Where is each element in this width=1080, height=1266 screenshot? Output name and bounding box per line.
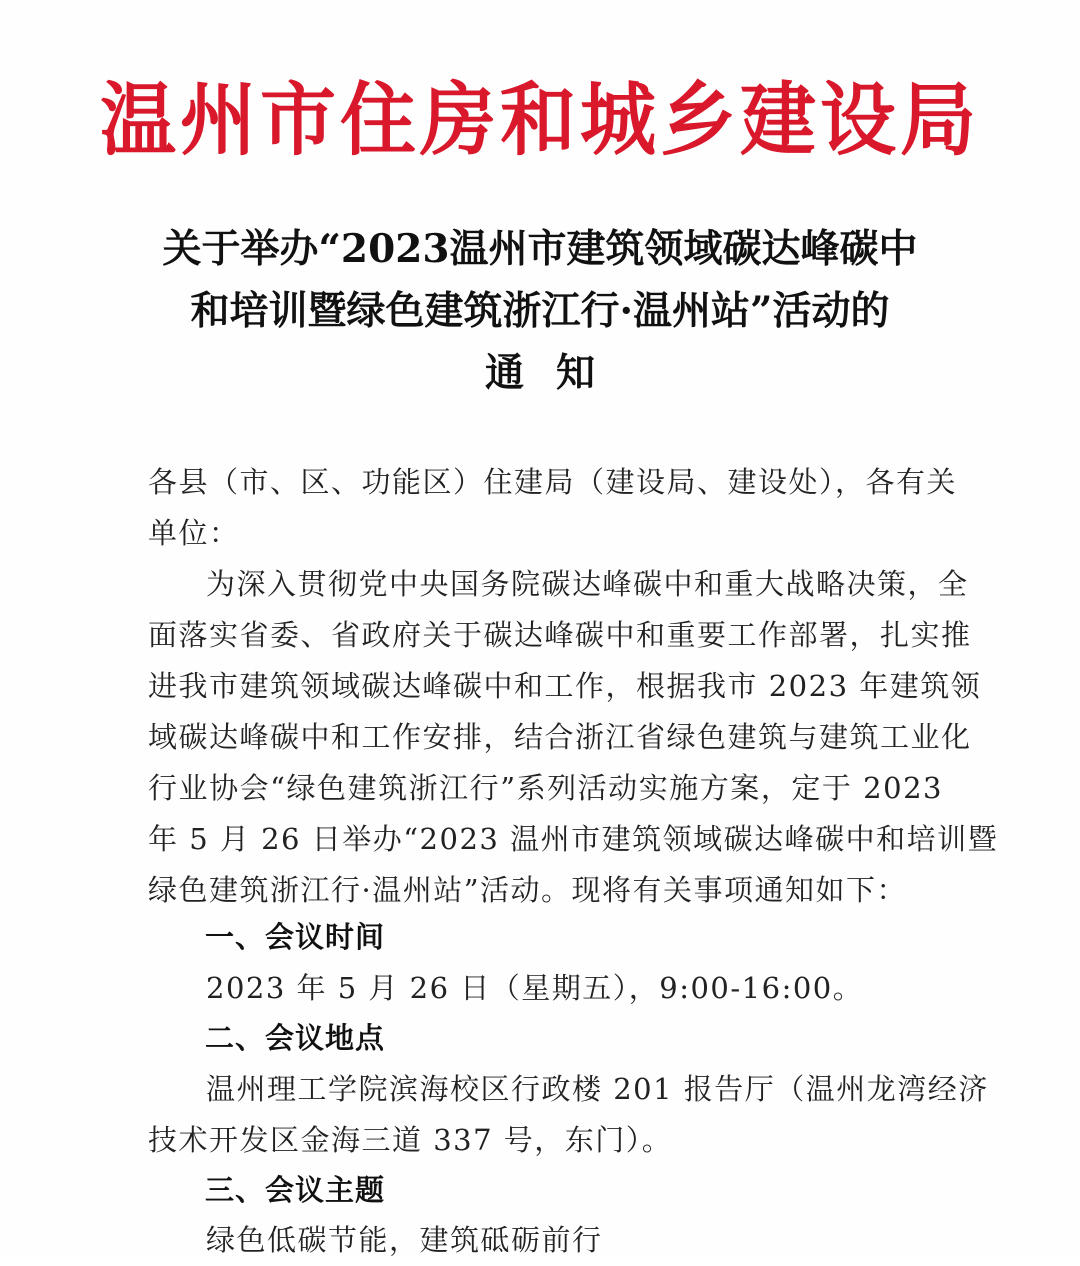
place-text-line-2: 技术开发区金海三道 337 号，东门）。 <box>148 1123 673 1157</box>
intro-paragraph <box>148 559 999 916</box>
section-heading-place: 二、会议地点 <box>205 1021 386 1055</box>
notice-title <box>90 218 990 404</box>
salutation-line-1: 各县（市、区、功能区）住建局（建设局、建设处），各有关 <box>148 465 958 499</box>
section-heading-time: 一、会议时间 <box>205 920 386 954</box>
intro-line: 年 5 月 26 日举办“2023 温州市建筑领域碳达峰碳中和培训暨 <box>148 822 999 856</box>
place-text-line-1: 温州理工学院滨海校区行政楼 201 报告厅（温州龙湾经济 <box>206 1072 989 1106</box>
intro-line: 为深入贯彻党中央国务院碳达峰碳中和重大战略决策，全 <box>206 567 969 601</box>
intro-line: 行业协会“绿色建筑浙江行”系列活动实施方案，定于 2023 <box>148 771 943 805</box>
issuer-masthead: 温州市住房和城乡建设局 <box>100 72 980 167</box>
salutation <box>148 457 958 559</box>
intro-line: 进我市建筑领域碳达峰碳中和工作，根据我市 2023 年建筑领 <box>148 669 982 703</box>
section-text-place <box>148 1064 989 1166</box>
title-line-2: 和培训暨绿色建筑浙江行·温州站”活动的 <box>190 288 890 334</box>
title-line-3: 通知 <box>484 350 627 396</box>
intro-line: 绿色建筑浙江行·温州站”活动。现将有关事项通知如下： <box>148 873 908 907</box>
time-text: 2023 年 5 月 26 日（星期五），9:00-16:00。 <box>206 971 864 1005</box>
title-line-1: 关于举办“2023温州市建筑领域碳达峰碳中 <box>162 226 918 272</box>
intro-line: 面落实省委、省政府关于碳达峰碳中和重要工作部署，扎实推 <box>148 618 972 652</box>
salutation-line-2: 单位： <box>148 516 240 550</box>
section-text-time <box>148 963 943 1014</box>
intro-line: 域碳达峰碳中和工作安排，结合浙江省绿色建筑与建筑工业化 <box>148 720 972 754</box>
section-heading-theme: 三、会议主题 <box>205 1173 386 1207</box>
section-text-theme <box>148 1215 943 1266</box>
theme-text: 绿色低碳节能，建筑砥砺前行 <box>206 1223 603 1257</box>
